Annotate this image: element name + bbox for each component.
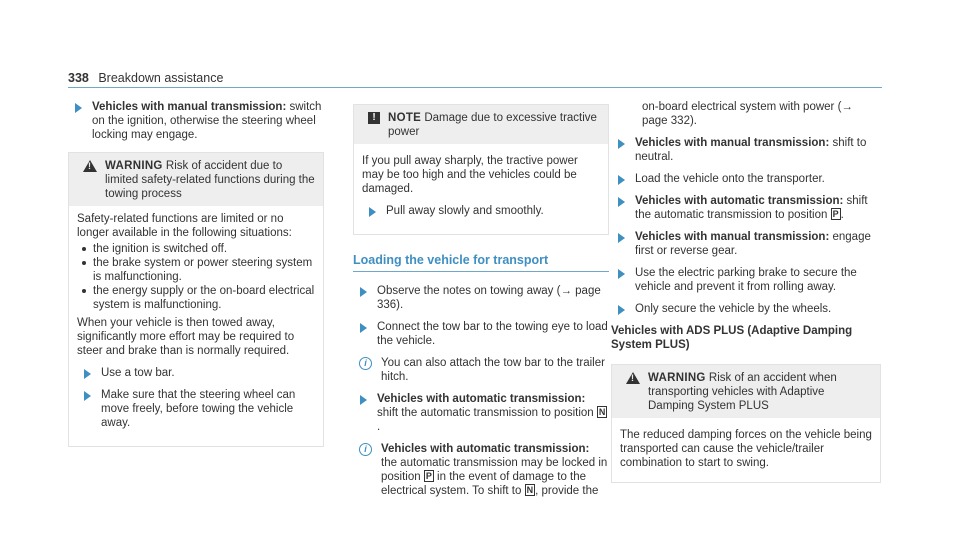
step-arrow-icon bbox=[360, 287, 367, 297]
warning-headline: Risk of accident due to limited safety-related functions during the towing process bbox=[105, 160, 315, 200]
step-text: shift to neutral. bbox=[635, 137, 867, 163]
step-condition: Vehicles with automatic transmission: bbox=[377, 393, 586, 405]
step-arrow-icon bbox=[84, 369, 91, 379]
step-text: Only secure the vehicle by the wheels. bbox=[635, 303, 832, 315]
instruction-step bbox=[611, 266, 881, 294]
info-icon: i bbox=[359, 357, 372, 370]
step-condition: Vehicles with manual transmission: bbox=[92, 101, 287, 113]
instruction-step bbox=[353, 284, 609, 312]
info-note bbox=[353, 356, 609, 384]
warning-body bbox=[69, 206, 323, 446]
step-text: shift the automatic transmission to position bbox=[635, 195, 868, 221]
step-text: Use a tow bar. bbox=[101, 367, 175, 379]
step-text: Pull away slowly and smoothly. bbox=[386, 205, 544, 217]
note-paragraph: If you pull away sharply, the tractive power may be too high and the vehicles could be damaged. bbox=[362, 155, 578, 195]
note-body bbox=[354, 144, 608, 234]
info-icon: i bbox=[359, 443, 372, 456]
info-text: the automatic transmission may be locked in position bbox=[381, 457, 608, 483]
step-arrow-icon bbox=[618, 233, 625, 243]
section-divider bbox=[353, 271, 609, 272]
warning-intro: Safety-related functions are limited or no longer available in the following situations: bbox=[77, 213, 292, 239]
instruction-step bbox=[353, 320, 609, 348]
step-arrow-icon bbox=[618, 175, 625, 185]
column-middle bbox=[353, 100, 609, 506]
continued-text: on-board electrical system with power (→ page 332). bbox=[642, 101, 853, 127]
warning-header bbox=[612, 365, 880, 418]
warning-label: WARNING bbox=[648, 372, 706, 384]
note-headline: Damage due to excessive tractive power bbox=[388, 112, 597, 138]
step-condition: Vehicles with manual transmission: bbox=[635, 137, 830, 149]
warning-paragraph: When your vehicle is then towed away, significantly more effort may be required to steer and brake than is normally required. bbox=[77, 317, 295, 357]
info-text: in the event of damage to the electrical system. To shift to bbox=[381, 471, 587, 497]
warning-header bbox=[69, 153, 323, 206]
instruction-step bbox=[611, 136, 881, 164]
instruction-step bbox=[611, 172, 881, 186]
list-item: the brake system or power steering system is malfunctioning. bbox=[77, 256, 315, 284]
warning-bullet-list bbox=[77, 242, 315, 312]
info-text: , provide the bbox=[535, 485, 599, 497]
note-header bbox=[354, 105, 608, 144]
step-text: switch on the ignition, otherwise the steering wheel locking may engage. bbox=[92, 101, 322, 141]
step-text: Make sure that the steering wheel can move freely, before towing the vehicle away. bbox=[101, 389, 296, 429]
step-condition: Vehicles with automatic transmission: bbox=[635, 195, 844, 207]
page-header bbox=[68, 71, 223, 85]
gear-position-symbol: P bbox=[832, 209, 839, 219]
subsection-heading: Vehicles with ADS PLUS (Adaptive Damping System PLUS) bbox=[611, 325, 853, 351]
list-item: the ignition is switched off. bbox=[77, 242, 315, 256]
step-arrow-icon bbox=[369, 207, 376, 217]
instruction-step: Vehicles with automatic transmission: shift the automatic transmission to position N. bbox=[353, 392, 609, 434]
warning-label: WARNING bbox=[105, 160, 163, 172]
note-box-tractive-power bbox=[353, 104, 609, 235]
step-text: Observe the notes on towing away (→ page 336). bbox=[377, 285, 601, 311]
warning-box-towing bbox=[68, 152, 324, 447]
instruction-step bbox=[611, 230, 881, 258]
warning-headline: Risk of an accident when transporting vehicles with Adaptive Damping System PLUS bbox=[648, 372, 837, 412]
step-arrow-icon bbox=[84, 391, 91, 401]
step-arrow-icon bbox=[75, 103, 82, 113]
warning-body bbox=[612, 418, 880, 482]
info-note bbox=[353, 442, 609, 498]
page-number: 338 bbox=[68, 71, 89, 85]
header-divider bbox=[68, 87, 882, 88]
step-arrow-icon bbox=[618, 139, 625, 149]
instruction-step bbox=[611, 302, 881, 316]
instruction-step bbox=[362, 204, 600, 218]
gear-position-symbol: N bbox=[598, 407, 606, 417]
gear-position-symbol: N bbox=[526, 485, 534, 495]
section-title: Loading the vehicle for transport bbox=[353, 253, 549, 267]
step-text: engage first or reverse gear. bbox=[635, 231, 871, 257]
step-arrow-icon bbox=[360, 395, 367, 405]
note-label: NOTE bbox=[388, 112, 422, 124]
warning-paragraph: The reduced damping forces on the vehicle being transported can cause the vehicle/trailer combination to start to swing. bbox=[620, 429, 872, 469]
list-item: the energy supply or the on-board electrical system is malfunctioning. bbox=[77, 284, 315, 312]
step-text: Use the electric parking brake to secure the vehicle and prevent it from rolling away. bbox=[635, 267, 857, 293]
step-text: shift the automatic transmission to position bbox=[377, 407, 597, 419]
warning-triangle-icon bbox=[626, 372, 640, 384]
info-condition: Vehicles with automatic transmission: bbox=[381, 443, 590, 455]
column-left bbox=[68, 100, 324, 455]
instruction-step: Vehicles with automatic transmission: shift the automatic transmission to position P . bbox=[611, 194, 881, 222]
instruction-step bbox=[68, 100, 324, 142]
column-right bbox=[611, 100, 881, 491]
info-text: You can also attach the tow bar to the trailer hitch. bbox=[381, 357, 605, 383]
step-text: Load the vehicle onto the transporter. bbox=[635, 173, 825, 185]
step-arrow-icon bbox=[618, 305, 625, 315]
step-arrow-icon bbox=[618, 197, 625, 207]
step-text: Connect the tow bar to the towing eye to load the vehicle. bbox=[377, 321, 608, 347]
note-icon: ! bbox=[368, 112, 380, 124]
instruction-step bbox=[77, 366, 315, 380]
warning-box-ads-plus bbox=[611, 364, 881, 483]
gear-position-symbol: P bbox=[425, 471, 432, 481]
page-header-title: Breakdown assistance bbox=[98, 71, 224, 85]
warning-triangle-icon bbox=[83, 160, 97, 172]
step-arrow-icon bbox=[618, 269, 625, 279]
step-arrow-icon bbox=[360, 323, 367, 333]
step-condition: Vehicles with manual transmission: bbox=[635, 231, 830, 243]
instruction-step bbox=[77, 388, 315, 430]
